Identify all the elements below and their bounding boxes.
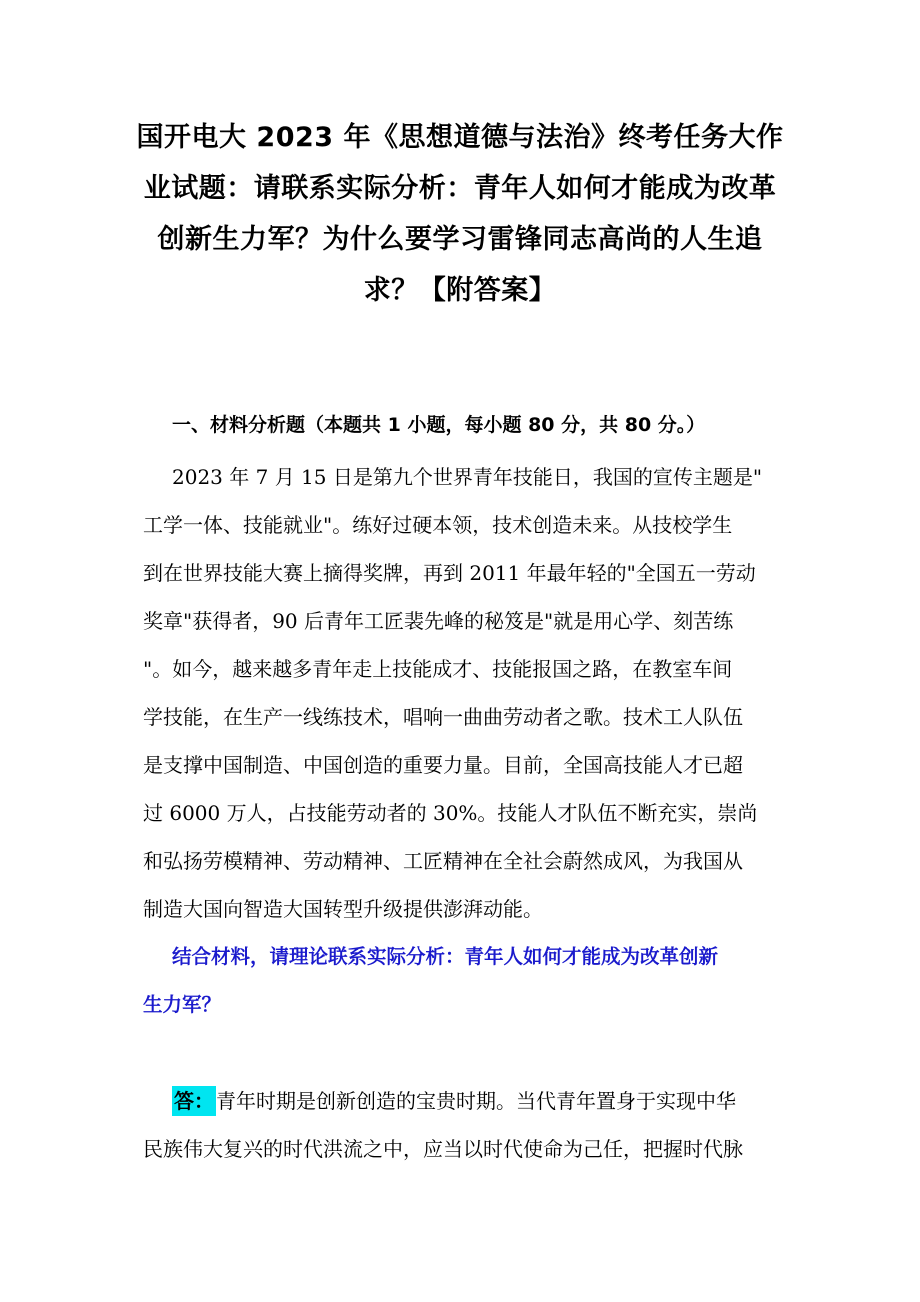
material-line: 2023 年 7 月 15 日是第九个世界青年技能日，我国的宣传主题是" [172,465,763,489]
title-line: 创新生力军？为什么要学习雷锋同志高尚的人生追 [157,224,763,255]
material-line: 工学一体、技能就业"。练好过硬本领，技术创造未来。从技校学生 [143,513,733,537]
material-line: 和弘扬劳模精神、劳动精神、工匠精神在全社会蔚然成风，为我国从 [143,849,743,873]
answer-text: 青年时期是创新创造的宝贵时期。当代青年置身于实现中华 [216,1089,736,1113]
answer-label: 答： [172,1086,216,1116]
material-paragraph [143,453,783,933]
question-line: 生力军？ [143,993,222,1016]
title-line: 求？【附答案】 [363,275,557,306]
question-paragraph [143,933,783,1029]
material-line: 奖章"获得者，90 后青年工匠裴先峰的秘笈是"就是用心学、刻苦练 [143,609,734,633]
section-heading: 一、材料分析题（本题共 1 小题，每小题 80 分，共 80 分。） [172,414,706,436]
material-line: "。如今，越来越多青年走上技能成才、技能报国之路，在教室车间 [143,657,733,681]
title-line: 国开电大 2023 年《思想道德与法治》终考任务大作 [136,122,784,153]
material-line: 到在世界技能大赛上摘得奖牌，再到 2011 年最年轻的"全国五一劳动 [143,561,756,585]
material-line: 制造大国向智造大国转型升级提供澎湃动能。 [143,897,543,921]
material-line: 过 6000 万人，占技能劳动者的 30%。技能人才队伍不断充实，崇尚 [143,801,758,825]
title-line: 业试题：请联系实际分析：青年人如何才能成为改革 [143,173,777,204]
answer-line [143,1077,783,1125]
answer-paragraph [143,1077,783,1173]
material-line: 学技能，在生产一线练技术，唱响一曲曲劳动者之歌。技术工人队伍 [143,705,743,729]
material-line: 是支撑中国制造、中国创造的重要力量。目前，全国高技能人才已超 [143,753,743,777]
document-title [120,112,800,316]
question-line: 结合材料，请理论联系实际分析：青年人如何才能成为改革创新 [172,945,719,968]
answer-line: 民族伟大复兴的时代洪流之中，应当以时代使命为己任，把握时代脉 [143,1137,743,1161]
